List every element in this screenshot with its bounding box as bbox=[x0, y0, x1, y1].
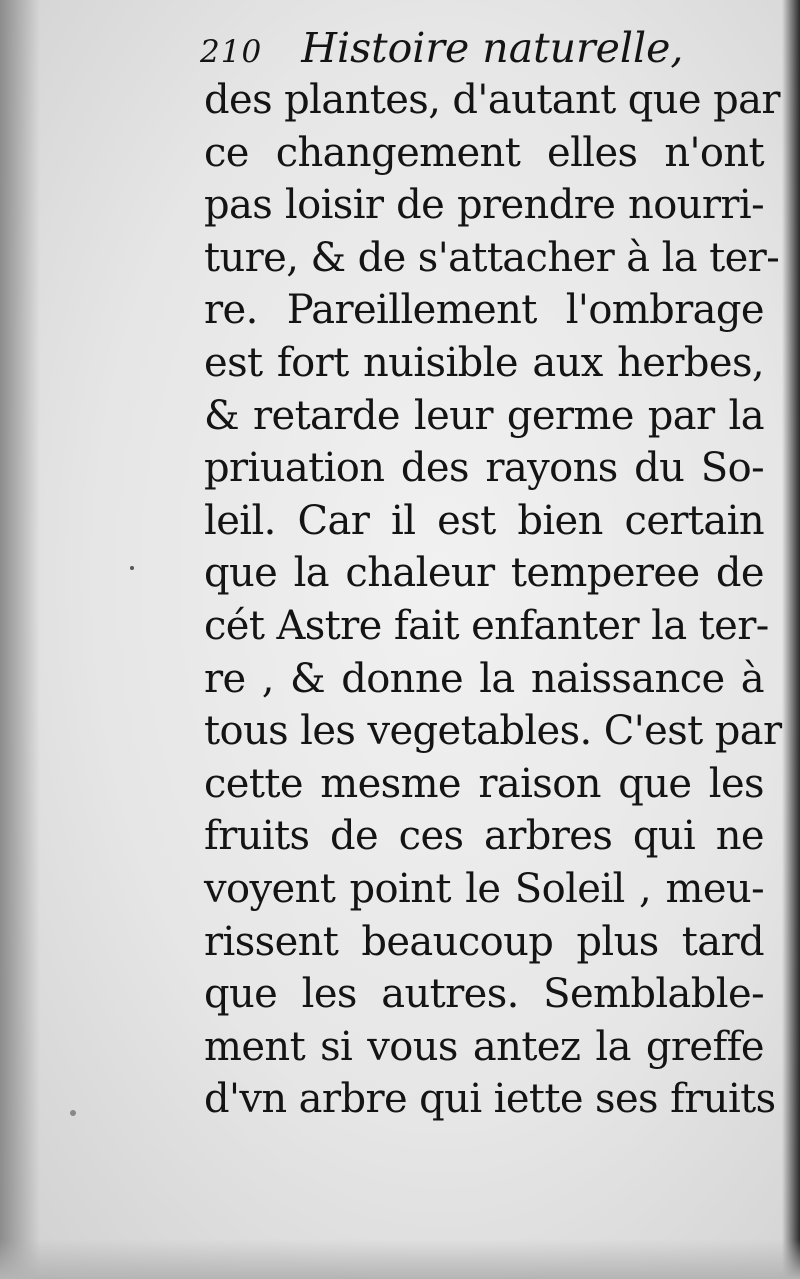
text-line: voyent point le Soleil , meu- bbox=[204, 865, 764, 912]
text-line: que la chaleur temperee de bbox=[204, 550, 764, 597]
text-line: d'vn arbre qui iette ses fruits bbox=[204, 1076, 776, 1123]
text-line: des plantes, d'autant que par bbox=[204, 77, 780, 123]
text-line: re. Pareillement l'ombrage bbox=[204, 287, 764, 334]
text-line: ture, & de s'attacher à la ter- bbox=[204, 234, 780, 281]
paper-speck bbox=[70, 1110, 76, 1116]
text-line: fruits de ces arbres qui ne bbox=[204, 813, 764, 860]
text-line: pas loisir de prendre nourri- bbox=[204, 182, 764, 229]
text-line: rissent beaucoup plus tard bbox=[204, 918, 764, 965]
text-line: cét Astre fait enfanter la ter- bbox=[204, 602, 769, 649]
text-line: priuation des rayons du So- bbox=[204, 445, 764, 492]
page-edge-shadow bbox=[782, 0, 800, 1279]
page-number: 210 bbox=[200, 34, 263, 70]
page-bottom-shadow bbox=[0, 1239, 800, 1279]
text-line: & retarde leur germe par la bbox=[204, 392, 764, 439]
text-line: ment si vous antez la greffe bbox=[204, 1023, 764, 1070]
text-line: est fort nuisible aux herbes, bbox=[204, 339, 764, 386]
body-text bbox=[204, 74, 782, 1126]
text-line: leil. Car il est bien certain bbox=[204, 497, 764, 544]
paper-speck bbox=[130, 566, 134, 570]
text-line: re , & donne la naissance à bbox=[204, 655, 764, 702]
running-head bbox=[200, 18, 760, 78]
spine-shadow bbox=[0, 0, 40, 1279]
text-line: cette mesme raison que les bbox=[204, 760, 764, 807]
text-line: tous les vegetables. C'est par bbox=[204, 708, 782, 755]
text-line: que les autres. Semblable- bbox=[204, 971, 764, 1018]
running-title: Histoire naturelle, bbox=[301, 24, 684, 72]
text-line: ce changement elles n'ont bbox=[204, 129, 764, 176]
